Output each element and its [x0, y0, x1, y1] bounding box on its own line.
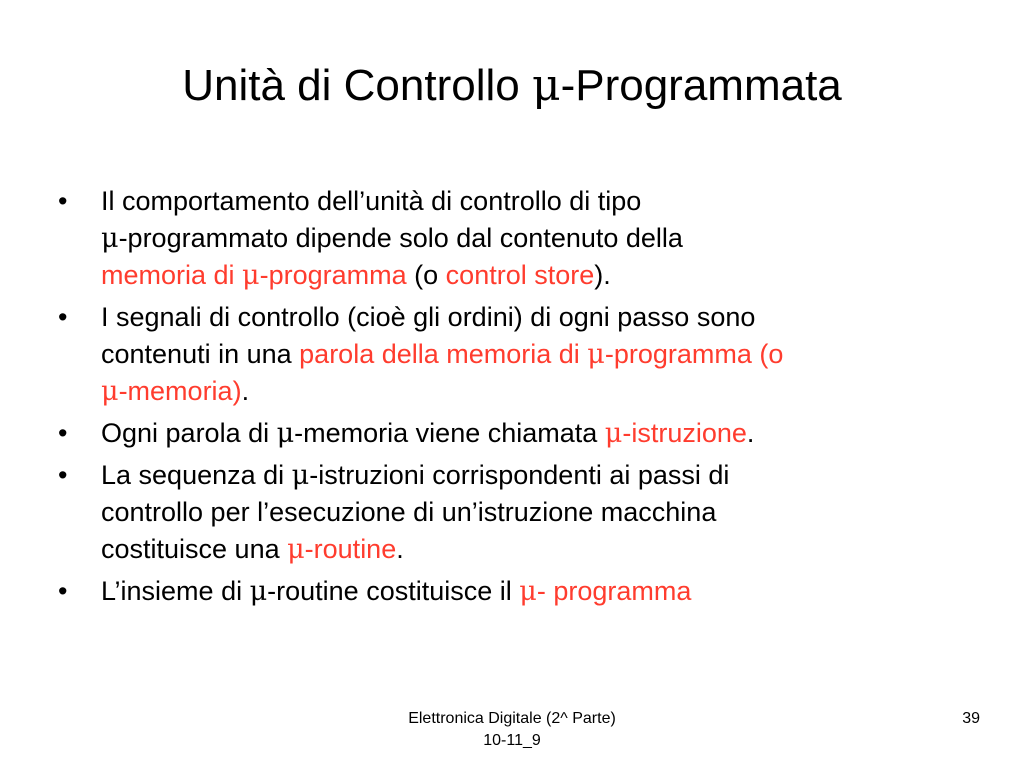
mu-symbol: μ — [242, 260, 260, 291]
highlighted-term: memoria di — [101, 260, 243, 290]
mu-symbol: μ — [519, 576, 537, 607]
bullet-text: costituisce una — [101, 534, 288, 564]
bullet-line — [101, 299, 978, 336]
bullet-text: I segnali di controllo (cioè gli ordini) di ogni passo sono — [101, 302, 756, 332]
bullet-line — [101, 457, 978, 494]
mu-symbol: μ — [587, 339, 605, 370]
bullet-text: . — [396, 534, 404, 564]
highlighted-term: -memoria) — [118, 376, 242, 406]
highlighted-term: -programma (o — [604, 339, 784, 369]
bullet-text: Ogni parola di — [101, 418, 277, 448]
bullet-line — [101, 183, 978, 220]
bullet-line — [101, 373, 978, 410]
bullet-text: -istruzioni corrispondenti ai passi di — [309, 460, 730, 490]
bullet-text: contenuti in una — [101, 339, 300, 369]
page-number: 39 — [962, 710, 980, 727]
mu-symbol: μ — [604, 418, 623, 449]
bullet-line — [101, 415, 978, 452]
highlighted-term: -programma — [259, 260, 407, 290]
mu-symbol: μ — [291, 460, 310, 491]
bullet-text: -memoria viene chiamata — [294, 418, 605, 448]
bullet-text: . — [241, 376, 250, 406]
bullet-marker: • — [58, 186, 68, 216]
bullet-marker: • — [58, 460, 68, 490]
bullet-item — [58, 457, 978, 568]
bullet-line — [101, 220, 978, 257]
bullet-item — [58, 183, 978, 294]
bullet-text: controllo per l’esecuzione di un’istruzione macchina — [101, 497, 717, 527]
bullet-line — [101, 336, 978, 373]
bullet-marker: • — [58, 418, 68, 448]
bullet-text: . — [746, 418, 755, 448]
highlighted-term: parola della memoria di — [299, 339, 588, 369]
bullet-item — [58, 573, 978, 610]
bullet-text: Il comportamento dell’unità di controllo di tipo — [101, 186, 642, 216]
slide-title-before: Unità di Controllo — [182, 61, 532, 110]
bullet-text: -routine costituisce il — [267, 576, 520, 606]
bullet-marker: • — [58, 302, 68, 332]
bullet-text: (o — [406, 260, 446, 290]
bullet-list — [58, 183, 978, 615]
mu-symbol: μ — [101, 223, 119, 254]
bullet-item — [58, 299, 978, 410]
mu-symbol: μ — [249, 576, 268, 607]
bullet-text: L’insieme di — [101, 576, 250, 606]
footer-course-title: Elettronica Digitale (2^ Parte) — [408, 710, 616, 727]
bullet-item — [58, 415, 978, 452]
mu-symbol: μ — [101, 376, 119, 407]
bullet-line — [101, 494, 978, 531]
highlighted-term: -routine — [304, 534, 397, 564]
bullet-line — [101, 573, 978, 610]
bullet-marker: • — [58, 576, 68, 606]
mu-symbol: μ — [531, 60, 561, 111]
mu-symbol: μ — [287, 534, 305, 565]
slide-title-after: -Programmata — [560, 61, 842, 110]
bullet-text: ). — [594, 260, 611, 290]
highlighted-term: -istruzione — [622, 418, 747, 448]
bullet-text: La sequenza di — [101, 460, 292, 490]
bullet-text: -programmato dipende solo dal contenuto della — [118, 223, 683, 253]
bullet-line — [101, 531, 978, 568]
footer-course-code: 10-11_9 — [483, 732, 541, 749]
highlighted-term: - programma — [536, 576, 692, 606]
footer — [0, 708, 1024, 752]
mu-symbol: μ — [276, 418, 295, 449]
highlighted-term: control store — [445, 260, 595, 290]
slide-title — [0, 62, 1024, 110]
bullet-line — [101, 257, 978, 294]
